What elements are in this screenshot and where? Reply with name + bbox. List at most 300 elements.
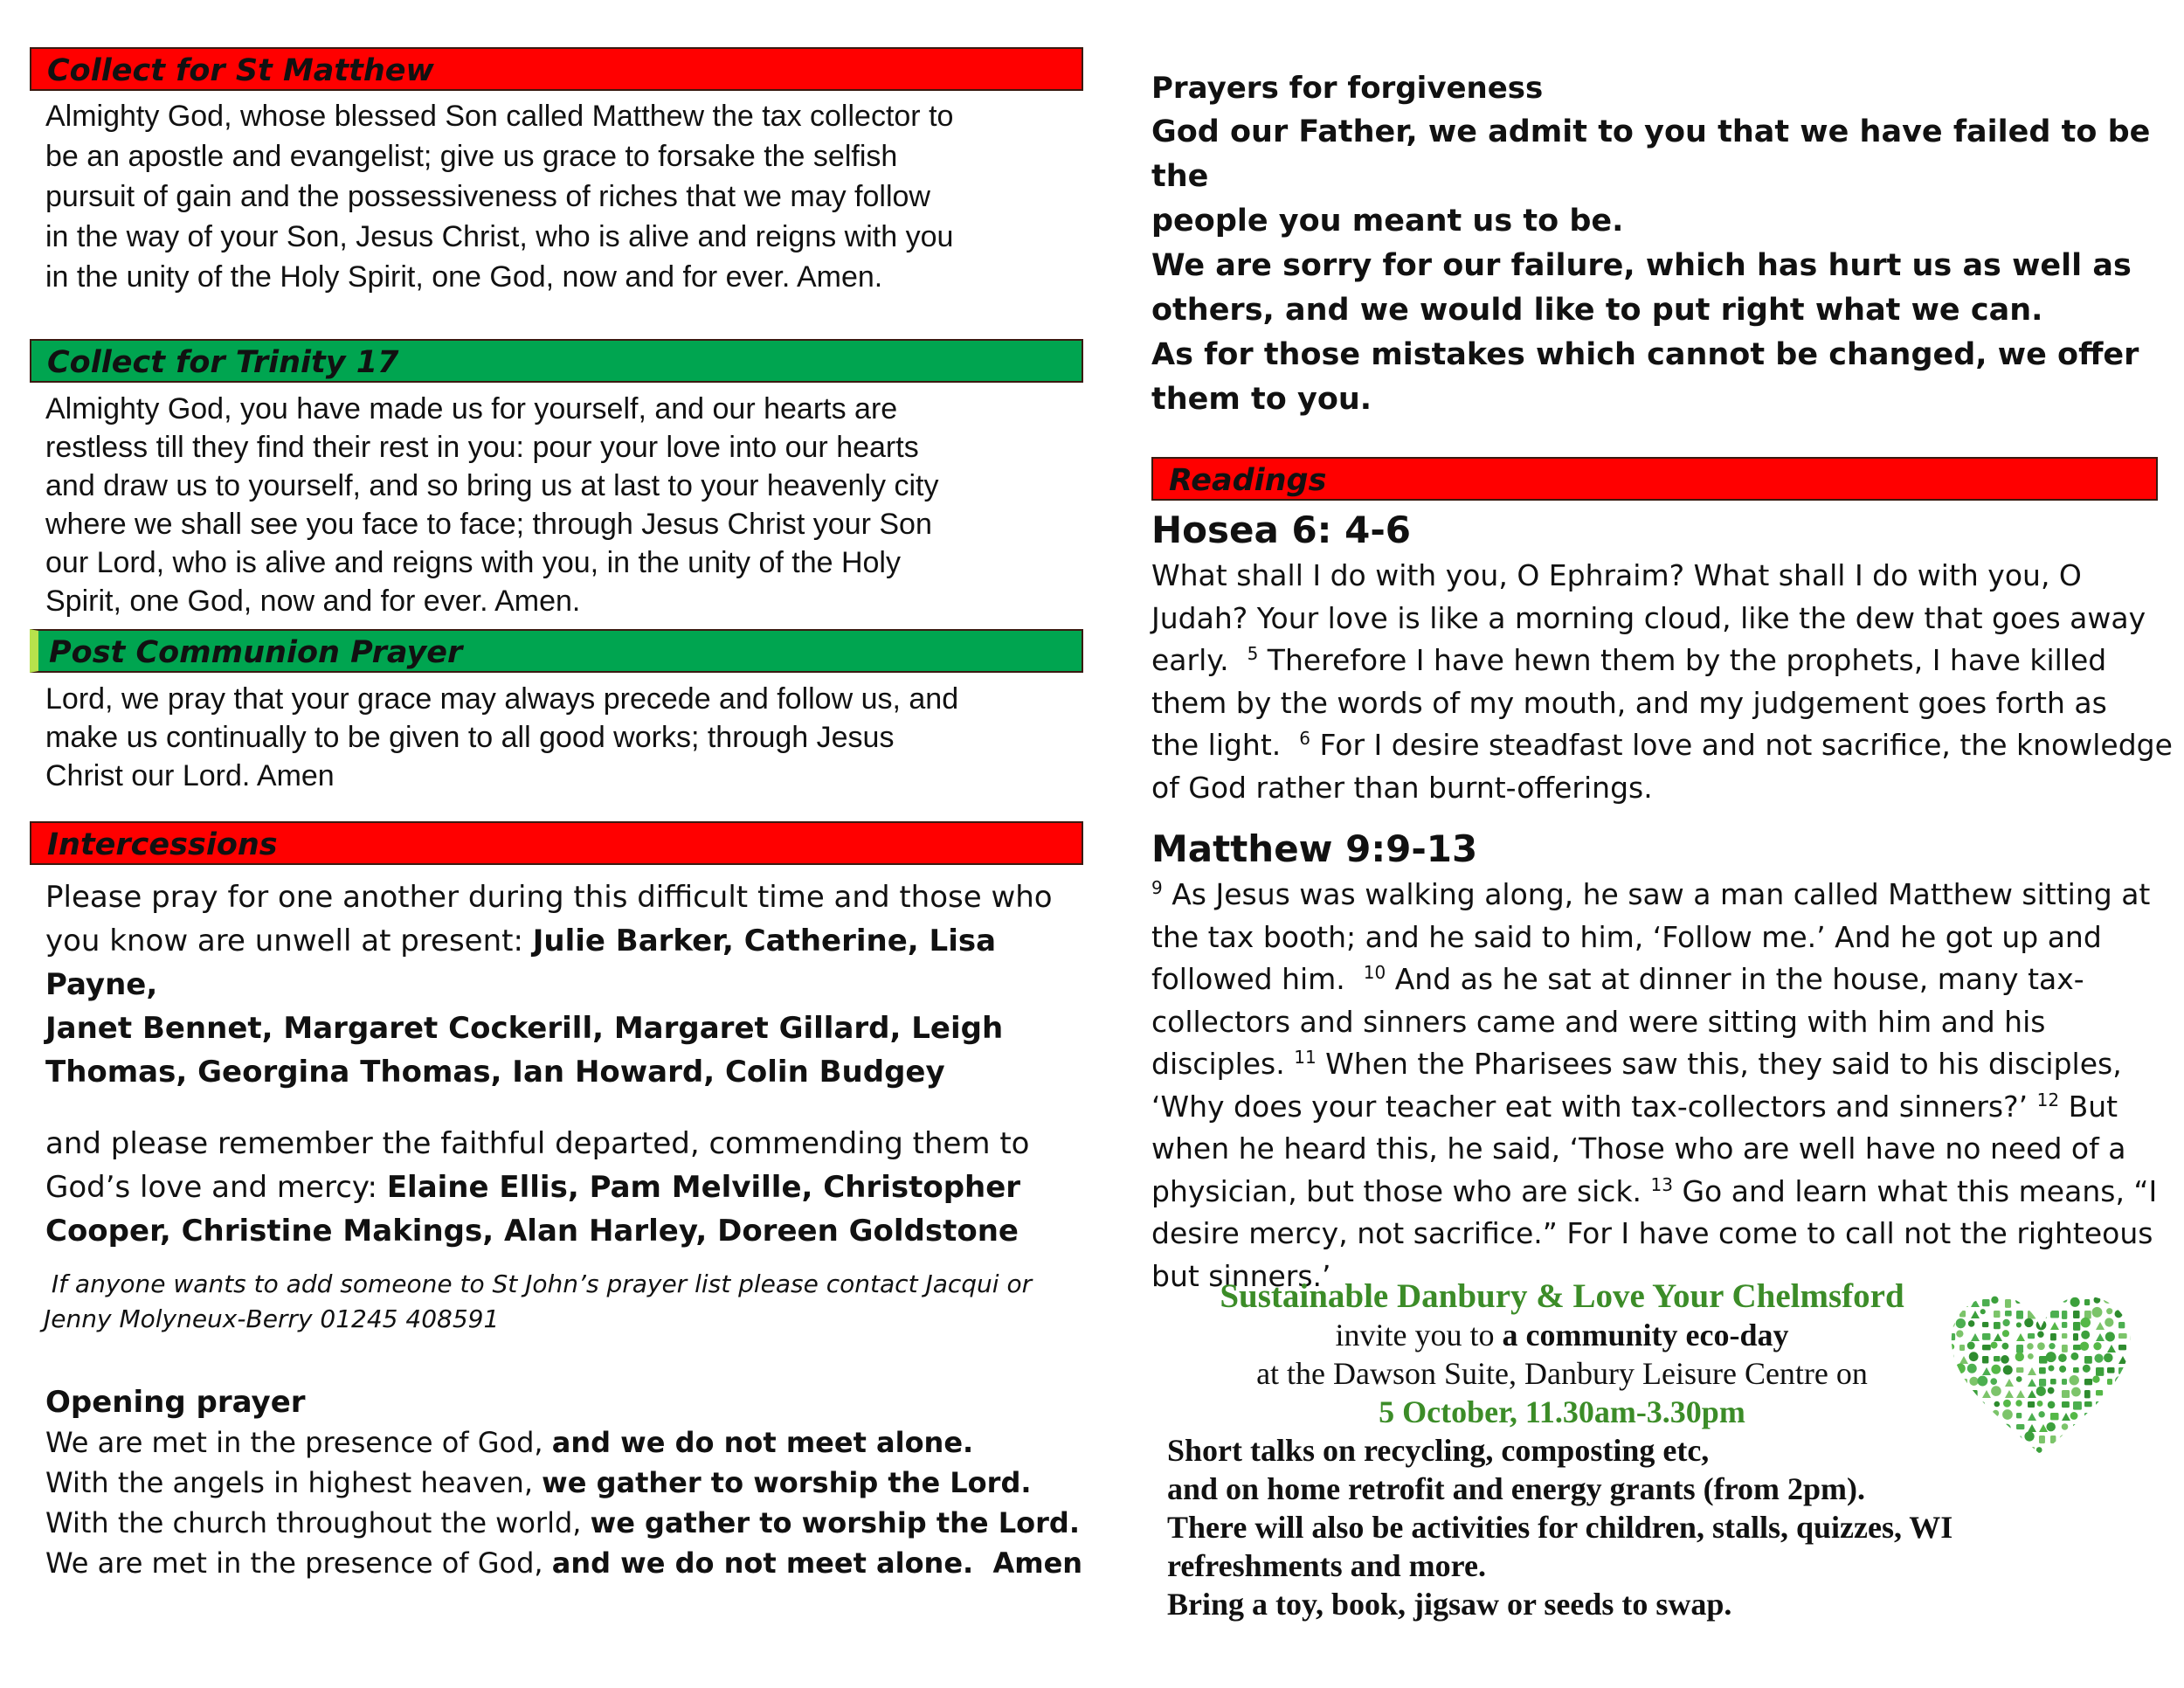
heart-glyph: [1982, 1345, 1991, 1350]
heart-glyph: [1959, 1458, 1967, 1459]
text-line: Lord, we pray that your grace may always precede and follow us, and: [45, 682, 959, 716]
prayer-response: we gather to worship the Lord.: [590, 1506, 1080, 1539]
prayer-line: [45, 1422, 1083, 1463]
heart-glyph: [2002, 1330, 2009, 1337]
heart-glyph: [1956, 1318, 1966, 1328]
heart-glyph: [2128, 1297, 2137, 1305]
prayer-response: and we do not meet alone. Amen: [551, 1546, 1083, 1580]
forgiveness-title: Prayers for forgiveness: [1151, 71, 1544, 106]
heart-glyph: [2107, 1424, 2113, 1429]
heart-glyph: [2127, 1310, 2133, 1316]
heart-glyph: [2116, 1286, 2124, 1294]
text-run: early.: [1151, 643, 1248, 677]
heart-glyph: [2049, 1343, 2055, 1349]
heart-glyph: [1956, 1446, 1964, 1454]
heart-glyph: [2127, 1421, 2136, 1429]
forgiveness-line: them to you.: [1151, 382, 1372, 417]
heart-glyph: [2016, 1458, 2023, 1459]
heart-glyph: [2106, 1308, 2112, 1314]
heart-glyph: [2005, 1447, 2014, 1455]
heart-glyph: [1958, 1423, 1963, 1429]
heart-glyph: [2050, 1333, 2056, 1340]
heart-glyph: [2130, 1356, 2137, 1364]
heart-glyph: [2096, 1367, 2104, 1376]
heart-glyph: [2107, 1435, 2115, 1442]
heart-glyph: [2028, 1401, 2035, 1408]
heart-glyph: [2125, 1432, 2136, 1442]
heart-glyph: [2036, 1320, 2047, 1331]
heart-glyph: [2096, 1390, 2103, 1395]
heart-glyph: [2062, 1423, 2069, 1430]
heart-glyph: [2003, 1400, 2011, 1408]
heart-glyph: [2039, 1424, 2048, 1432]
heart-glyph: [1982, 1447, 1991, 1455]
prayer-response: we gather to worship the Lord.: [542, 1466, 1032, 1499]
heart-glyph: [2084, 1299, 2090, 1305]
heart-glyph: [2028, 1390, 2036, 1398]
heart-glyph: [1959, 1299, 1968, 1307]
heart-glyph: [1947, 1320, 1954, 1327]
heart-glyph: [2016, 1447, 2023, 1455]
heart-glyph: [2050, 1379, 2056, 1385]
text-run: the light.: [1151, 728, 1300, 762]
post-communion-banner: Post Communion Prayer: [30, 629, 1083, 673]
heart-glyph: [2028, 1288, 2035, 1294]
prayer-response: and we do not meet alone.: [551, 1426, 974, 1459]
heart-glyph: [1971, 1413, 1980, 1418]
heart-glyph: [1971, 1424, 1976, 1433]
text-line: [1151, 640, 2158, 682]
verse-number: 9: [1151, 877, 1163, 898]
prayer-plain: We are met in the presence of God,: [45, 1546, 552, 1580]
heart-glyph: [2016, 1311, 2023, 1319]
eco-day-header: [1169, 1277, 1955, 1431]
heart-glyph: [1959, 1345, 1965, 1351]
heart-glyph: [1956, 1330, 1963, 1337]
heart-glyph: [2050, 1322, 2059, 1330]
prayer-plain: We are met in the presence of God,: [45, 1426, 552, 1459]
text-line: restless till they find their rest in you: pour your love into our hearts: [45, 431, 919, 464]
heart-glyph: [1948, 1288, 1953, 1294]
heart-glyph: [1982, 1322, 1988, 1327]
note-line: If anyone wants to add someone to St John’s prayer list please contact Jacqui or: [44, 1269, 1033, 1298]
text-run: Go and learn what this means, “I: [1673, 1173, 2158, 1208]
heart-glyph: [1955, 1363, 1966, 1373]
heart-glyph: [2028, 1299, 2035, 1306]
eco-day-detail: and on home retrofit and energy grants (from 2pm).: [1167, 1471, 1865, 1506]
heart-glyph: [2001, 1343, 2008, 1350]
heart-glyph: [2016, 1322, 2022, 1327]
note-line: Jenny Molyneux-Berry 01245 408591: [44, 1304, 500, 1333]
eco-day-detail: refreshments and more.: [1167, 1548, 1486, 1583]
heart-glyph: [1968, 1320, 1975, 1327]
heart-glyph: [1959, 1356, 1968, 1364]
heart-glyph: [2037, 1401, 2043, 1407]
heart-glyph: [1969, 1377, 1978, 1386]
text-line: [45, 1166, 1083, 1209]
text-line: but sinners.’: [1151, 1258, 1331, 1293]
prayer-line: [45, 1543, 1083, 1583]
heart-glyph: [2048, 1401, 2056, 1409]
verse-number: 10: [1363, 962, 1386, 983]
heart-glyph: [2116, 1435, 2123, 1442]
heart-glyph: [2107, 1345, 2116, 1352]
heart-glyph: [1982, 1435, 1991, 1441]
heart-glyph: [2057, 1456, 2067, 1459]
heart-icon-pattern: [1945, 1284, 2137, 1459]
forgiveness-line: people you meant us to be.: [1151, 204, 1624, 239]
heart-glyph: [2001, 1355, 2009, 1364]
heart-glyph: [2057, 1444, 2068, 1455]
heart-glyph: [2081, 1331, 2090, 1339]
heart-glyph: [2005, 1299, 2011, 1308]
heart-glyph: [2024, 1431, 2034, 1441]
heart-glyph: [1977, 1376, 1987, 1387]
heart-glyph: [2130, 1390, 2136, 1397]
heart-glyph: [2130, 1322, 2135, 1329]
heart-glyph: [2058, 1284, 2069, 1293]
heart-glyph: [2046, 1422, 2056, 1432]
heart-glyph: [1994, 1333, 2002, 1341]
heart-glyph: [2028, 1424, 2036, 1432]
heart-glyph: [2118, 1356, 2127, 1364]
heart-glyph: [2046, 1352, 2056, 1362]
heart-glyph: [2028, 1353, 2034, 1359]
heart-glyph: [2116, 1399, 2123, 1406]
heart-glyph: [2060, 1435, 2067, 1442]
heart-glyph: [1946, 1431, 1956, 1442]
heart-glyph: [2128, 1374, 2137, 1384]
heart-glyph: [2003, 1424, 2011, 1432]
heart-glyph: [2105, 1332, 2115, 1341]
heart-glyph: [2028, 1311, 2036, 1319]
text-line: [1151, 874, 2158, 917]
sick-names: Janet Bennet, Margaret Cockerill, Margaret Gillard, Leigh: [45, 1011, 1004, 1046]
heart-glyph: [2016, 1345, 2023, 1353]
heart-glyph: [2062, 1413, 2070, 1421]
heart-glyph: [1982, 1413, 1991, 1421]
text-line: [1151, 1086, 2158, 1129]
heart-glyph: [2062, 1297, 2067, 1303]
heart-glyph: [2016, 1390, 2025, 1398]
heart-glyph: [1982, 1356, 1988, 1364]
heart-glyph: [1946, 1411, 1952, 1417]
heart-glyph: [2049, 1286, 2056, 1292]
heart-glyph: [2071, 1387, 2081, 1397]
text-line: our Lord, who is alive and reigns with you, in the unity of the Holy: [45, 546, 901, 579]
heart-glyph: [2104, 1295, 2112, 1304]
hosea-reference: Hosea 6: 4-6: [1151, 508, 1411, 551]
heart-glyph: [1948, 1333, 1955, 1340]
heart-glyph: [2107, 1379, 2112, 1385]
heart-glyph: [1994, 1401, 2001, 1408]
heart-glyph: [2116, 1422, 2125, 1432]
heart-glyph: [2036, 1447, 2042, 1453]
heart-glyph: [1959, 1413, 1967, 1420]
heart-glyph: [1991, 1365, 2001, 1374]
heart-glyph: [2015, 1400, 2022, 1406]
invite-text: invite you to: [1335, 1318, 1503, 1352]
heart-glyph: [2093, 1342, 2101, 1350]
heart-glyph: [1980, 1309, 1986, 1314]
heart-glyph: [2073, 1288, 2082, 1296]
heart-glyph: [2050, 1311, 2059, 1318]
heart-glyph: [2015, 1352, 2024, 1361]
heart-glyph: [1991, 1297, 1998, 1304]
heart-glyph: [2005, 1379, 2014, 1387]
heart-glyph: [2036, 1387, 2046, 1396]
heart-glyph: [2130, 1401, 2137, 1409]
heart-glyph: [2118, 1447, 2127, 1455]
verse-number: 6: [1299, 728, 1310, 749]
heart-glyph: [2127, 1456, 2135, 1459]
heart-glyph: [1990, 1378, 1997, 1385]
prayer-plain: With the church throughout the world,: [45, 1506, 591, 1539]
heart-glyph: [2118, 1345, 2126, 1350]
heart-glyph: [2016, 1367, 2023, 1373]
heart-glyph: [2073, 1367, 2079, 1373]
heart-glyph: [2016, 1333, 2025, 1341]
collect-matthew-text: [45, 96, 1083, 297]
heart-glyph: [1948, 1401, 1955, 1408]
heart-glyph: [2028, 1367, 2036, 1375]
heart-glyph: [2094, 1354, 2103, 1363]
heart-glyph: [2039, 1435, 2045, 1443]
heart-glyph: [2028, 1447, 2035, 1452]
text-run: disciples.: [1151, 1047, 1295, 1081]
heart-glyph: [2070, 1375, 2079, 1385]
text-line: make us continually to be given to all good works; through Jesus: [45, 721, 895, 754]
text-line: in the way of your Son, Jesus Christ, who is alive and reigns with you: [45, 220, 954, 253]
heart-glyph: [2028, 1458, 2036, 1459]
heart-glyph: [2096, 1333, 2105, 1341]
heart-glyph: [2039, 1367, 2046, 1374]
heart-glyph: [1959, 1311, 1966, 1317]
heart-glyph: [2039, 1379, 2046, 1387]
opening-prayer-lines: [30, 1422, 1083, 1583]
text-line: where we shall see you face to face; through Jesus Christ your Son: [45, 508, 932, 541]
text-run: physician, but those who are sick.: [1151, 1173, 1651, 1208]
heart-glyph: [2096, 1413, 2105, 1421]
heart-glyph: [2118, 1458, 2127, 1459]
heart-glyph: [2028, 1413, 2036, 1421]
heart-glyph: [2130, 1447, 2137, 1455]
heart-glyph: [2094, 1297, 2101, 1304]
heart-glyph: [2070, 1444, 2078, 1452]
heart-glyph: [2084, 1379, 2092, 1385]
text-line: of God rather than burnt-offerings.: [1151, 770, 1653, 805]
text-line: them by the words of my mouth, and my judgement goes forth as: [1151, 685, 2107, 720]
heart-glyph: [2080, 1342, 2089, 1351]
heart-glyph: [2049, 1445, 2057, 1453]
heart-glyph: [2073, 1424, 2082, 1433]
heart-glyph: [1994, 1311, 2001, 1318]
opening-prayer-title: Opening prayer: [45, 1385, 306, 1420]
heart-glyph: [2016, 1376, 2022, 1382]
heart-glyph: [1948, 1311, 1957, 1318]
heart-glyph: [2050, 1435, 2056, 1443]
collect-matthew-banner: Collect for St Matthew: [30, 47, 1083, 91]
heart-glyph: [2058, 1353, 2067, 1362]
eco-day-venue: at the Dawson Suite, Danbury Leisure Centre on: [1256, 1356, 1868, 1391]
heart-glyph: [1982, 1390, 1991, 1398]
readings-banner: Readings: [1151, 457, 2158, 501]
text-line: Almighty God, you have made us for yourself, and our hearts are: [45, 392, 898, 425]
text-line: What shall I do with you, O Ephraim? What shall I do with you, O: [1151, 558, 2082, 592]
text-run: Therefore I have hewn them by the prophets, I have killed: [1258, 643, 2107, 677]
heart-glyph: [2105, 1318, 2113, 1326]
verse-number: 13: [1650, 1173, 1673, 1195]
heart-glyph: [1994, 1356, 2001, 1361]
matthew-text: [1151, 874, 2158, 1297]
heart-glyph: [1994, 1435, 2002, 1443]
text-line: Please pray for one another during this difficult time and those who: [45, 880, 1053, 915]
heart-glyph: [1994, 1288, 2001, 1294]
heart-glyph: [1948, 1299, 1954, 1305]
heart-glyph: [1994, 1424, 2002, 1431]
intercessions-departed: [45, 1122, 1083, 1253]
heart-glyph: [2028, 1379, 2036, 1387]
heart-glyph: [2049, 1365, 2055, 1371]
heart-glyph: [1946, 1420, 1956, 1429]
heart-glyph: [1948, 1458, 1957, 1459]
heart-glyph: [2002, 1409, 2013, 1420]
heart-glyph: [2096, 1322, 2105, 1330]
heart-glyph: [2024, 1318, 2033, 1327]
heart-glyph: [1971, 1435, 1980, 1443]
text-run: followed him.: [1151, 962, 1364, 996]
heart-glyph: [1959, 1401, 1968, 1407]
heart-glyph: [2092, 1307, 2103, 1318]
heart-glyph: [2118, 1333, 2127, 1339]
heart-glyph: [1946, 1364, 1955, 1373]
text-run: ‘Why does your teacher eat with tax-collectors and sinners?’: [1151, 1089, 2037, 1124]
heart-glyph: [2059, 1366, 2066, 1373]
heart-glyph: [1971, 1401, 1980, 1409]
heart-glyph: [1980, 1284, 1988, 1293]
heart-glyph: [2003, 1365, 2013, 1374]
heart-glyph: [2038, 1411, 2044, 1417]
heart-glyph: [2038, 1299, 2045, 1306]
heart-glyph: [1982, 1333, 1990, 1340]
heart-glyph: [2016, 1413, 2022, 1418]
heart-glyph: [2094, 1287, 2100, 1293]
heart-glyph: [2130, 1333, 2135, 1341]
heart-glyph: [2002, 1319, 2009, 1326]
heart-glyph: [2062, 1390, 2070, 1398]
heart-glyph: [1982, 1299, 1990, 1306]
departed-names: Cooper, Christine Makings, Alan Harley, Doreen Goldstone: [45, 1214, 1019, 1249]
heart-glyph: [2105, 1456, 2110, 1459]
prayer-plain: With the angels in highest heaven,: [45, 1466, 543, 1499]
text-run: And as he sat at dinner in the house, many tax-: [1386, 962, 2084, 996]
sick-names: Thomas, Georgina Thomas, Ian Howard, Colin Budgey: [45, 1055, 945, 1090]
heart-glyph: [2118, 1299, 2124, 1306]
heart-glyph: [1993, 1410, 2000, 1417]
heart-glyph: [1946, 1444, 1952, 1450]
heart-glyph: [2125, 1410, 2135, 1420]
eco-day-detail: Bring a toy, book, jigsaw or seeds to swap.: [1167, 1587, 1732, 1622]
hosea-text: [1151, 555, 2173, 809]
heart-glyph: [2107, 1288, 2115, 1296]
left-column: [30, 47, 1083, 1583]
right-column: [1151, 47, 2173, 1297]
heart-glyph: [2083, 1365, 2091, 1373]
text-line: in the unity of the Holy Spirit, one God, now and for ever. Amen.: [45, 260, 883, 294]
text-run: But: [2059, 1089, 2118, 1124]
heart-glyph: [2084, 1390, 2091, 1398]
heart-glyph: [2038, 1456, 2044, 1459]
heart-glyph: [2073, 1345, 2081, 1350]
heart-glyph: [2129, 1366, 2135, 1373]
heart-glyph: [2062, 1333, 2067, 1339]
heart-glyph: [1971, 1390, 1978, 1398]
heart-glyph: [2039, 1311, 2047, 1318]
heart-glyph: [2070, 1412, 2078, 1420]
heart-glyph: [2096, 1424, 2103, 1431]
heart-glyph: [2005, 1390, 2014, 1398]
heart-glyph: [2073, 1322, 2080, 1331]
heart-glyph: [1969, 1444, 1979, 1454]
text-line: when he heard this, he said, ‘Those who are well have no need of a: [1151, 1131, 2126, 1166]
heart-glyph: [2005, 1435, 2010, 1443]
heart-glyph: [2037, 1342, 2045, 1350]
text-line: and please remember the faithful departed, commending them to: [45, 1126, 1030, 1161]
heart-glyph: [1991, 1386, 2001, 1396]
heart-glyph: [2107, 1390, 2116, 1398]
text-line: the tax booth; and he said to him, ‘Follow me.’ And he got up and: [1151, 919, 2102, 954]
heart-glyph: [2118, 1390, 2127, 1398]
heart-glyph: [2106, 1414, 2111, 1419]
heart-glyph: [2015, 1288, 2021, 1294]
heart-glyph: [2016, 1435, 2025, 1443]
heart-glyph: [2062, 1401, 2070, 1408]
forgiveness-line: We are sorry for our failure, which has hurt us as well as: [1151, 248, 2132, 283]
heart-glyph: [2050, 1458, 2059, 1459]
heart-glyph: [1991, 1342, 1998, 1349]
heart-glyph: [2071, 1455, 2081, 1459]
prayer-line: [45, 1503, 1083, 1543]
heart-glyph: [2073, 1333, 2078, 1340]
verse-number: 5: [1247, 643, 1259, 664]
verse-number: 11: [1294, 1047, 1317, 1068]
heart-glyph: [2070, 1297, 2080, 1307]
forgiveness-line: others, and we would like to put right what we can.: [1151, 293, 2043, 328]
text-line: [1151, 958, 2158, 1001]
heart-glyph: [2118, 1367, 2125, 1374]
heart-glyph: [2084, 1356, 2092, 1364]
heart-glyph: [1982, 1367, 1991, 1375]
heart-glyph: [1945, 1352, 1954, 1362]
heart-glyph: [2073, 1401, 2082, 1410]
heart-glyph: [1948, 1390, 1953, 1397]
forgiveness-section: [1151, 66, 2158, 422]
heart-glyph: [1993, 1456, 1999, 1459]
heart-glyph: [1959, 1288, 1965, 1297]
heart-glyph: [1948, 1344, 1954, 1350]
eco-day-invite: [1169, 1316, 1955, 1354]
text-line: Christ our Lord. Amen: [45, 759, 335, 792]
heart-glyph: [1969, 1352, 1979, 1361]
eco-day-date: 5 October, 11.30am-3.30pm: [1379, 1394, 1745, 1429]
intercessions-sick: [45, 875, 1083, 1094]
heart-glyph: [2005, 1288, 2014, 1296]
heart-glyph: [2092, 1376, 2099, 1383]
heart-glyph: [1971, 1288, 1977, 1296]
heart-glyph: [1967, 1364, 1977, 1373]
heart-glyph: [2073, 1311, 2080, 1318]
heart-glyph: [1967, 1342, 1975, 1350]
